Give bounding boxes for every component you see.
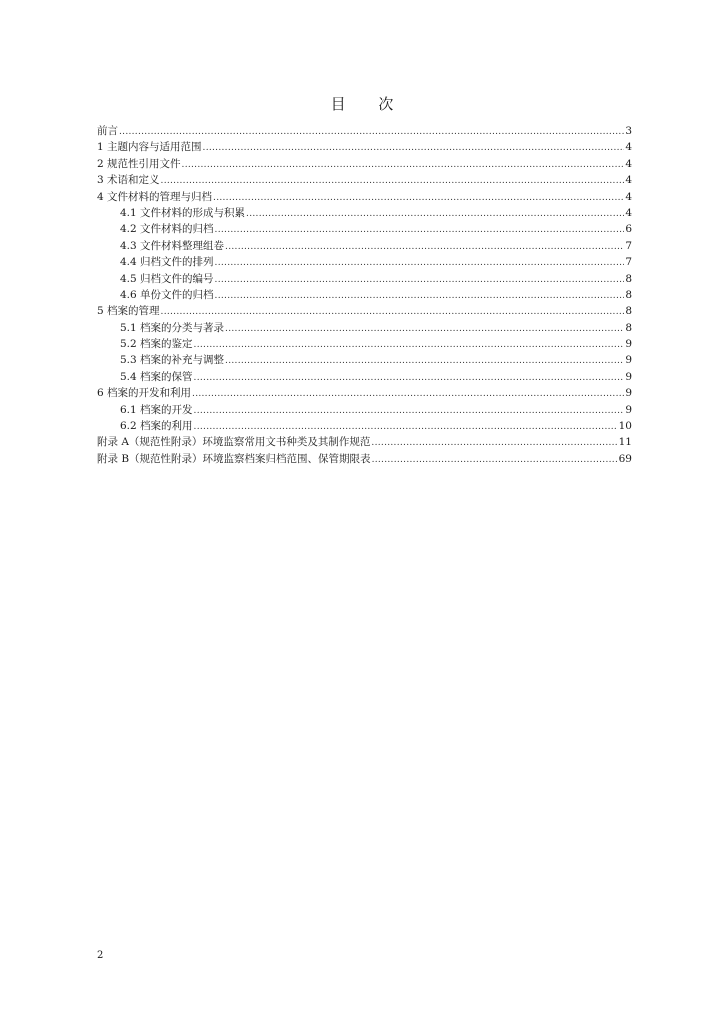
toc-entry-page-number: 11	[618, 436, 632, 449]
toc-entry[interactable]	[97, 352, 632, 368]
toc-entry-page-number: 8	[625, 272, 632, 285]
toc-entry-page-number: 4	[625, 157, 632, 170]
toc-entry-page-number: 4	[625, 206, 632, 219]
toc-entry[interactable]	[97, 238, 632, 254]
toc-entry-page-number: 7	[625, 256, 632, 269]
toc-entry[interactable]	[97, 189, 632, 205]
toc-dot-leader	[215, 272, 625, 288]
toc-dot-leader	[194, 403, 625, 419]
toc-dot-leader	[225, 353, 624, 369]
toc-entry-label: 前言	[97, 125, 118, 137]
toc-entry-label: 5.2 档案的鉴定	[120, 338, 193, 351]
toc-dot-leader	[194, 370, 625, 386]
toc-dot-leader	[194, 337, 625, 353]
toc-entry[interactable]	[97, 434, 632, 450]
toc-entry[interactable]	[97, 123, 632, 139]
toc-dot-leader	[192, 386, 624, 402]
toc-entry[interactable]	[97, 287, 632, 303]
toc-entry-page-number: 8	[625, 321, 632, 334]
toc-entry-label: 6 档案的开发和利用	[97, 387, 192, 400]
toc-dot-leader	[371, 435, 617, 451]
toc-entry-label: 4.5 归档文件的编号	[120, 272, 214, 285]
toc-entry-label: 1 主题内容与适用范围	[97, 141, 202, 154]
toc-entry-page-number: 4	[625, 141, 632, 154]
toc-dot-leader	[203, 140, 625, 156]
toc-entry[interactable]	[97, 418, 632, 434]
toc-dot-leader	[161, 173, 625, 189]
toc-entry-page-number: 9	[625, 354, 632, 367]
toc-entry-page-number: 7	[625, 239, 632, 252]
page-number: 2	[97, 950, 104, 961]
toc-dot-leader	[215, 288, 625, 304]
toc-entry-label: 4 文件材料的管理与归档	[97, 190, 213, 203]
toc-dot-leader	[119, 124, 624, 140]
toc-entry[interactable]	[97, 205, 632, 221]
toc-entry-label: 2 规范性引用文件	[97, 157, 181, 170]
toc-entry-page-number: 8	[625, 305, 632, 318]
toc-entry[interactable]	[97, 156, 632, 172]
toc-entry[interactable]	[97, 271, 632, 287]
toc-entry-label: 附录 A（规范性附录）环境监察常用文书种类及其制作规范	[97, 436, 371, 449]
toc-entry[interactable]	[97, 221, 632, 237]
toc-dot-leader	[182, 157, 625, 173]
toc-entry-label: 4.1 文件材料的形成与积累	[120, 206, 246, 219]
toc-entry-page-number: 4	[625, 190, 632, 203]
toc-entry-page-number: 3	[625, 125, 632, 137]
toc-entry-page-number: 9	[625, 403, 632, 416]
toc-entry[interactable]	[97, 254, 632, 270]
toc-entry-label: 5 档案的管理	[97, 305, 160, 318]
toc-dot-leader	[161, 304, 625, 320]
toc-entry-page-number: 9	[625, 370, 632, 383]
toc-entry-page-number: 69	[618, 452, 632, 465]
toc-entry-label: 5.3 档案的补充与调整	[120, 354, 225, 367]
toc-entry-label: 6.2 档案的利用	[120, 420, 193, 433]
toc-dot-leader	[194, 419, 618, 435]
toc-entry[interactable]	[97, 402, 632, 418]
toc-entry-label: 6.1 档案的开发	[120, 403, 193, 416]
toc-entry[interactable]	[97, 303, 632, 319]
toc-entry-page-number: 9	[625, 387, 632, 400]
toc-dot-leader	[225, 321, 624, 337]
toc-entry[interactable]	[97, 451, 632, 467]
toc-entry-label: 5.4 档案的保管	[120, 370, 193, 383]
toc-entry-label: 4.3 文件材料整理组卷	[120, 239, 225, 252]
toc-entry-page-number: 4	[625, 174, 632, 187]
toc-entry-page-number: 8	[625, 288, 632, 301]
toc-dot-leader	[246, 206, 624, 222]
toc-entry-page-number: 9	[625, 338, 632, 351]
toc-entry-page-number: 10	[618, 420, 632, 433]
toc-entry[interactable]	[97, 172, 632, 188]
toc-entry-label: 4.6 单份文件的归档	[120, 288, 214, 301]
toc-entry-label: 4.2 文件材料的归档	[120, 223, 214, 236]
toc-dot-leader	[215, 255, 625, 271]
toc-dot-leader	[372, 452, 618, 468]
toc-entry[interactable]	[97, 320, 632, 336]
table-of-contents	[97, 123, 632, 467]
toc-dot-leader	[215, 222, 625, 238]
toc-dot-leader	[225, 239, 624, 255]
toc-entry-label: 3 术语和定义	[97, 174, 160, 187]
toc-entry-page-number: 6	[625, 223, 632, 236]
page-title: 目 次	[330, 95, 408, 113]
toc-entry-label: 附录 B（规范性附录）环境监察档案归档范围、保管期限表	[97, 452, 371, 465]
toc-entry[interactable]	[97, 369, 632, 385]
toc-entry[interactable]	[97, 385, 632, 401]
toc-entry-label: 4.4 归档文件的排列	[120, 256, 214, 269]
toc-entry[interactable]	[97, 336, 632, 352]
toc-dot-leader	[213, 190, 624, 206]
toc-entry[interactable]	[97, 139, 632, 155]
toc-entry-label: 5.1 档案的分类与著录	[120, 321, 225, 334]
